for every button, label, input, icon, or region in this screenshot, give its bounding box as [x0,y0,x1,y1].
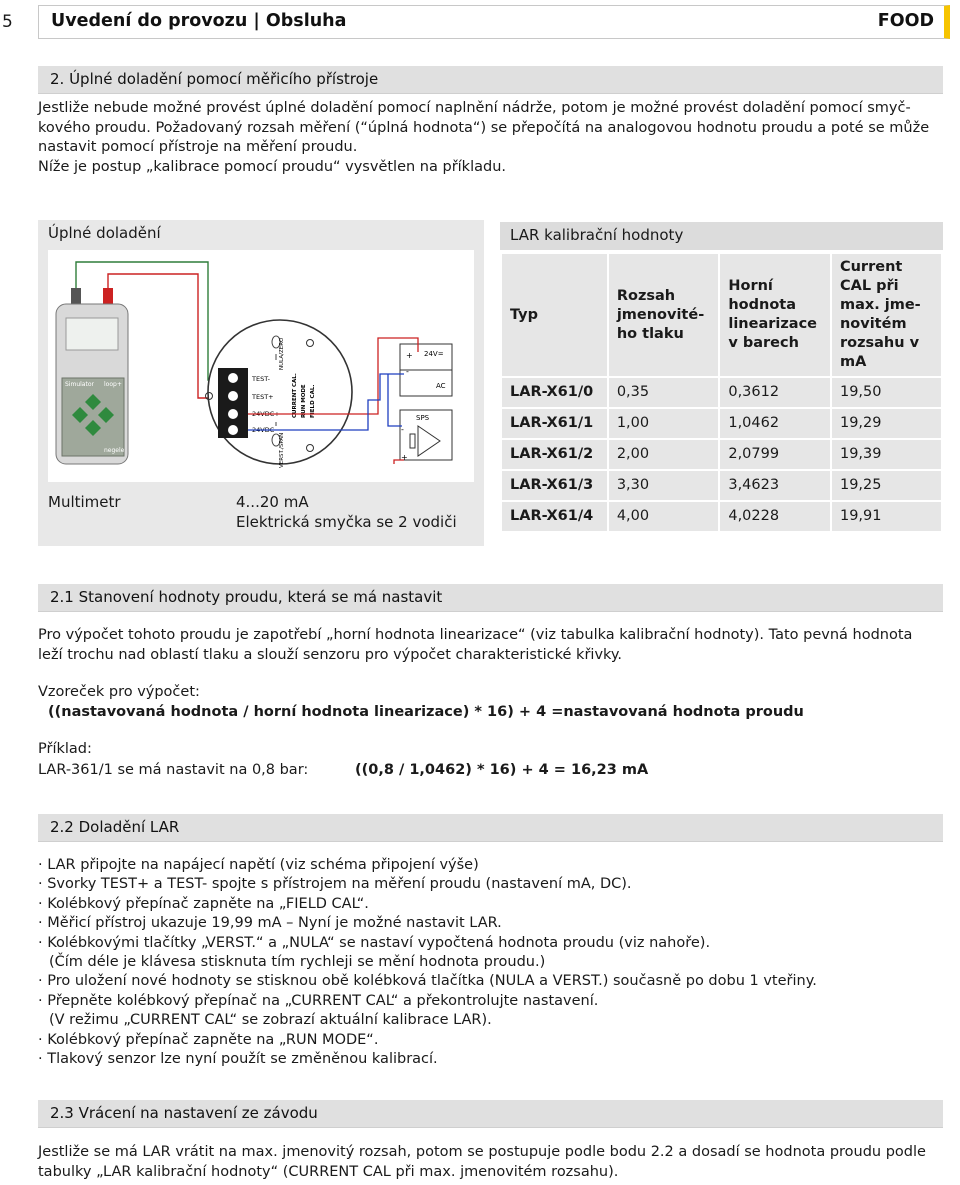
terminal-screw-icon [228,373,238,383]
header-line: max. jme- [839,297,921,313]
example-label: Příklad: [38,741,92,757]
terminal-screw-icon [228,425,238,435]
text-line: nastavit pomocí přístroje na měření proudu. [38,139,358,155]
label-run-mode: RUN MODE [301,384,307,418]
list-item: · LAR připojte na napájecí napětí (viz schéma připojení výše) [38,857,479,873]
text-line: leží trochu nad oblastí tlaku a slouží senzoru pro výpočet charakteristické křivky. [38,646,623,663]
cell-linearization: 0,3612 [720,378,830,407]
label-field-cal: FIELD CAL. [310,384,316,418]
label-minus-psu: - [406,367,409,376]
header-line: linearizace [728,316,818,332]
cell-current-cal: 19,50 [832,378,941,407]
text-line: Níže je postup „kalibrace pomocí proudu“ vysvětlen na příkladu. [38,158,506,175]
label-24vdc-plus: 24VDC+ [252,410,280,418]
text-line: Pro výpočet tohoto proudu je zapotřebí „horní hodnota linearizace“ (viz tabulka kalibrační hodnoty). Tato pevná hodnota [38,627,913,643]
cell-linearization: 3,4623 [720,471,830,500]
table-title: LAR kalibrační hodnoty [510,226,684,244]
header-line: ho tlaku [616,325,684,342]
example-text: LAR-361/1 se má nastavit na 0,8 bar: [38,762,309,778]
text-line: tabulky „LAR kalibrační hodnoty“ (CURRENT CAL při max. jmenovitém rozsahu). [38,1163,619,1180]
section-2-1-text [38,626,943,665]
list-item: · Kolébkový přepínač zapněte na „RUN MODE“. [38,1031,379,1048]
column-header-type [502,254,607,376]
label-test-minus: TEST- [252,375,270,383]
label-24v: 24V= [424,350,444,358]
caption-current-range: 4...20 mA [236,493,309,511]
header-line: novitém [839,316,907,332]
multimeter-display [66,318,118,350]
header-line: rozsahu v [839,335,920,351]
cell-type: LAR-X61/0 [502,378,607,407]
formula: ((nastavovaná hodnota / horní hodnota linearizace) * 16) + 4 =nastavovaná hodnota proudu [48,704,804,720]
table-title-bar [500,222,943,250]
list-item: · Přepněte kolébkový přepínač na „CURRENT CAL“ a překontrolujte nastavení. [38,992,599,1009]
caption-multimeter: Multimetr [48,493,121,511]
table-row [502,502,941,531]
label-nula-zero: NULA/ZERO [279,337,285,370]
header-line: Current [839,259,903,275]
formula-label: Vzoreček pro výpočet: [38,684,200,700]
header-line: jmenovité- [616,306,705,323]
cell-linearization: 4,0228 [720,502,830,531]
meter-brand-label: negele [104,447,125,454]
label-24vdc-minus: 24VDC- [252,426,277,434]
cell-current-cal: 19,39 [832,440,941,469]
wiring-figure-panel [38,220,484,546]
cell-type: LAR-X61/3 [502,471,607,500]
header-brand: FOOD [877,11,934,31]
column-header-linearization [720,254,830,376]
terminal-screw-icon [228,409,238,419]
list-item: · Svorky TEST+ a TEST- spojte s přístrojem na měření proudu (nastavení mA, DC). [38,876,632,893]
section-2-3-text [38,1143,943,1182]
header-title: Uvedení do provozu | Obsluha [51,11,347,31]
wire-sps-plus [394,460,404,464]
section-2-1-heading-bar [38,584,943,612]
header-line: mA [839,354,867,370]
header-line: hodnota [728,297,797,313]
table-header-row [502,254,941,376]
section-2-text [38,99,943,177]
page-number: 5 [2,12,13,32]
label-sps: SPS [416,414,430,422]
wiring-diagram [48,250,474,482]
section-2-3-heading-bar [38,1100,943,1128]
section-2-heading: 2. Úplné doladění pomocí měřicího přístroje [50,70,379,88]
section-2-1-heading: 2.1 Stanovení hodnoty proudu, která se má nastavit [50,588,443,606]
label-ac: AC [436,382,446,390]
list-item: · Pro uložení nové hodnoty se stisknou obě kolébková tlačítka (NULA a VERST.) současně po dobu 1 vteřiny. [38,973,817,990]
figure-title: Úplné doladění [48,224,161,242]
cell-type: LAR-X61/2 [502,440,607,469]
label-plus-sps: + [401,453,408,462]
cell-current-cal: 19,25 [832,471,941,500]
label-plus-psu: + [406,351,413,360]
wiring-diagram-svg [48,250,474,482]
text-line: Jestliže nebude možné provést úplné doladění pomocí naplnění nádrže, potom je možné provést doladění pomocí smyč- [38,100,911,116]
table-row [502,471,941,500]
list-item: (Čím déle je klávesa stisknuta tím rychleji se mění hodnota proudu.) [49,954,546,971]
table-row [502,409,941,438]
header-line: CAL při [839,278,899,294]
probe-black-icon [71,288,81,304]
label-test-plus: TEST+ [252,393,274,401]
list-item: · Kolébkovými tlačítky „VERST.“ a „NULA“ se nastaví vypočtená hodnota proudu (viz nahoře). [38,934,711,951]
column-header-range [609,254,719,376]
section-2-3-heading: 2.3 Vrácení na nastavení ze závodu [50,1104,318,1122]
calibration-table [500,252,943,533]
label-verst-span: VERST./SPAN [279,432,285,468]
list-item: · Tlakový senzor lze nyní použít se změněnou kalibrací. [38,1051,438,1068]
cell-linearization: 2,0799 [720,440,830,469]
multimeter-keypad [62,378,124,456]
cell-range: 1,00 [609,409,719,438]
section-2-2-heading: 2.2 Doladění LAR [50,818,180,836]
cell-current-cal: 19,29 [832,409,941,438]
cell-current-cal: 19,91 [832,502,941,531]
cell-type: LAR-X61/4 [502,502,607,531]
text-line: Jestliže se má LAR vrátit na max. jmenovitý rozsah, potom se postupuje podle bodu 2.2 a dosadí se hodnota proudu podle [38,1144,926,1160]
list-item: (V režimu „CURRENT CAL“ se zobrazí aktuální kalibrace LAR). [49,1012,492,1029]
header-line: Rozsah [616,287,676,304]
text-line: kového proudu. Požadovaný rozsah měření (“úplná hodnota“) se přepočítá na analogovou hodnotu proudu a poté se může [38,119,930,136]
cell-range: 4,00 [609,502,719,531]
header-line: v barech [728,335,799,351]
table-row [502,440,941,469]
table-row [502,378,941,407]
section-2-2-heading-bar [38,814,943,842]
example-formula: ((0,8 / 1,0462) * 16) + 4 = 16,23 mA [355,762,649,778]
list-item: · Měřicí přístroj ukazuje 19,99 mA – Nyní je možné nastavit LAR. [38,915,502,932]
section-2-heading-bar [38,66,943,94]
label-current-cal: CURRENT CAL. [292,373,298,418]
cell-range: 2,00 [609,440,719,469]
cell-linearization: 1,0462 [720,409,830,438]
probe-red-icon [103,288,113,304]
meter-right-label: loop+ [104,381,122,388]
meter-left-label: Simulator [65,381,94,388]
page-header [38,5,950,39]
procedure-list [38,856,817,1069]
cell-type: LAR-X61/1 [502,409,607,438]
header-line: Horní [728,278,773,294]
column-header-current-cal [832,254,941,376]
list-item: · Kolébkový přepínač zapněte na „FIELD CAL“. [38,895,369,912]
terminal-screw-icon [228,391,238,401]
cell-range: 3,30 [609,471,719,500]
label-minus-sps: - [401,425,404,434]
header-line: Typ [510,306,539,323]
cell-range: 0,35 [609,378,719,407]
caption-two-wire-loop: Elektrická smyčka se 2 vodiči [236,513,457,531]
